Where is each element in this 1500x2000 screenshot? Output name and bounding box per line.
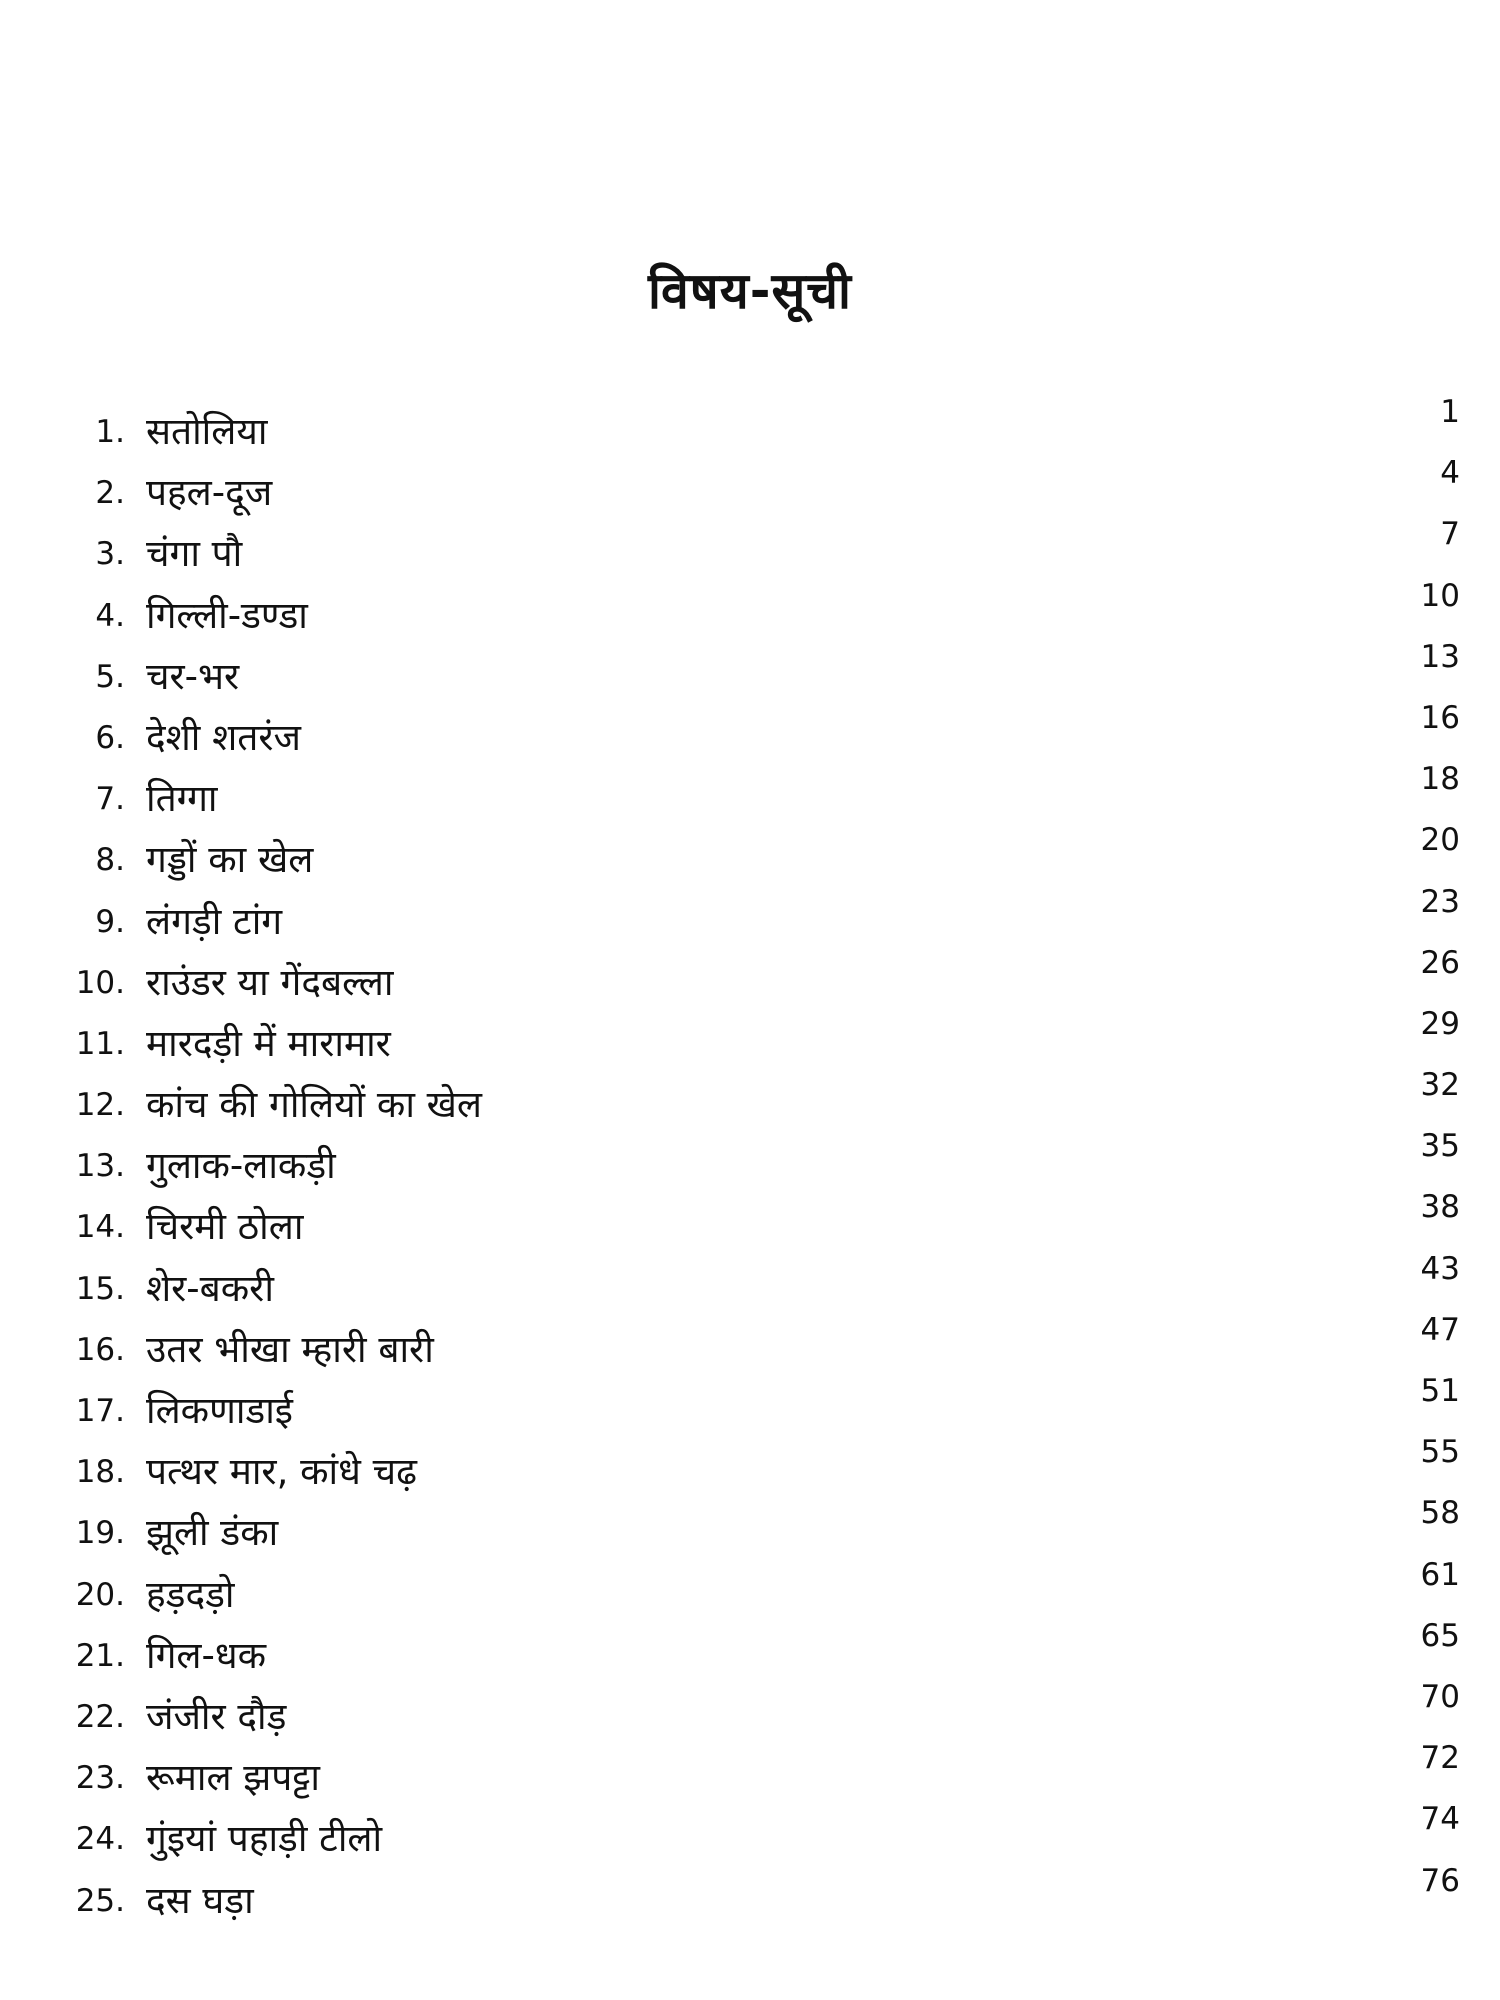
entry-title: देशी शतरंज (146, 715, 301, 759)
entry-page-number: 65 (1420, 1617, 1460, 1654)
toc-entry (0, 638, 1500, 706)
entry-page-number: 72 (1420, 1740, 1460, 1777)
entry-number: 22. (75, 1698, 125, 1735)
entry-title: राउंडर या गेंदबल्ला (146, 960, 394, 1004)
entry-page-number: 18 (1420, 761, 1460, 798)
entry-number: 11. (75, 1025, 125, 1062)
entry-title: चिरमी ठोला (146, 1205, 304, 1249)
toc-entry (0, 1617, 1500, 1685)
entry-title: गिल्ली-डण्डा (146, 593, 308, 637)
entry-title: तिग्गा (146, 777, 218, 821)
toc-entry (0, 944, 1500, 1012)
toc-entry (0, 761, 1500, 828)
toc-entry (0, 1128, 1500, 1195)
entry-page-number: 74 (1420, 1801, 1460, 1838)
entry-number: 10. (75, 964, 125, 1001)
toc-entry (0, 883, 1500, 951)
entry-title: चर-भर (146, 654, 240, 698)
entry-page-number: 51 (1420, 1373, 1460, 1409)
entry-page-number: 32 (1420, 1067, 1460, 1104)
toc-entry (0, 1495, 1500, 1562)
toc-entry (0, 1311, 1500, 1379)
entry-title: पहल-दूज (146, 471, 273, 515)
entry-title: कांच की गोलियों का खेल (146, 1083, 483, 1127)
toc-entry (0, 822, 1500, 889)
entry-number: 16. (75, 1331, 125, 1368)
entry-number: 8. (95, 842, 125, 879)
entry-title: रूमाल झपट्टा (146, 1756, 320, 1800)
entry-number: 6. (95, 719, 125, 756)
entry-number: 9. (95, 903, 125, 940)
entry-page-number: 4 (1440, 455, 1460, 492)
entry-page-number: 26 (1420, 944, 1460, 981)
toc-entry (0, 577, 1500, 645)
entry-page-number: 76 (1420, 1862, 1460, 1899)
entry-page-number: 29 (1420, 1005, 1460, 1042)
entry-title: पत्थर मार, कांधे चढ़ (146, 1450, 417, 1494)
toc-entry (0, 1434, 1500, 1501)
toc-entry (0, 516, 1500, 583)
entry-number: 20. (75, 1576, 125, 1613)
toc-entry (0, 1678, 1500, 1746)
entry-number: 18. (75, 1454, 125, 1491)
entry-number: 23. (75, 1760, 125, 1797)
entry-title: गड्डों का खेल (146, 838, 314, 882)
toc-entry (0, 1373, 1500, 1440)
entry-number: 14. (75, 1209, 125, 1246)
entry-page-number: 1 (1440, 394, 1460, 430)
entry-page-number: 58 (1420, 1495, 1460, 1532)
entry-page-number: 43 (1420, 1250, 1460, 1287)
entry-number: 17. (75, 1393, 125, 1429)
entry-title: दस घड़ा (146, 1878, 254, 1922)
entry-page-number: 35 (1420, 1128, 1460, 1165)
entry-page-number: 70 (1420, 1678, 1460, 1715)
toc-entry (0, 1250, 1500, 1318)
entry-number: 13. (75, 1148, 125, 1185)
entry-number: 19. (75, 1515, 125, 1552)
entry-number: 1. (95, 414, 125, 450)
entry-page-number: 13 (1420, 638, 1460, 675)
entry-title: शेर-बकरी (146, 1266, 274, 1310)
entry-title: झूली डंका (146, 1511, 279, 1555)
entry-page-number: 20 (1420, 822, 1460, 859)
entry-page-number: 38 (1420, 1189, 1460, 1226)
entry-page-number: 55 (1420, 1434, 1460, 1471)
entry-title: गिल-धक (146, 1633, 267, 1677)
entry-title: उतर भीखा म्हारी बारी (146, 1327, 434, 1371)
toc-entry (0, 1801, 1500, 1868)
entry-number: 2. (95, 475, 125, 512)
entry-page-number: 16 (1420, 699, 1460, 736)
entry-title: हड़दड़ो (146, 1572, 235, 1616)
toc-entry (0, 1067, 1500, 1134)
entry-page-number: 10 (1420, 577, 1460, 614)
entry-title: चंगा पौ (146, 532, 243, 576)
toc-entry (0, 1862, 1500, 1930)
entry-title: जंजीर दौड़ (146, 1694, 287, 1738)
entry-number: 4. (95, 597, 125, 634)
entry-title: गुलाक-लाकड़ी (146, 1144, 336, 1188)
entry-number: 25. (75, 1882, 125, 1919)
entry-page-number: 7 (1440, 516, 1460, 553)
entry-page-number: 47 (1420, 1311, 1460, 1348)
entry-title: लिकणाडाई (146, 1389, 293, 1432)
entry-number: 3. (95, 536, 125, 573)
toc-entry (0, 1556, 1500, 1624)
entry-title: गुंइयां पहाड़ी टीलो (146, 1817, 383, 1861)
entry-number: 21. (75, 1637, 125, 1674)
toc-entry (0, 1189, 1500, 1256)
table-of-contents (0, 394, 1500, 1930)
toc-entry (0, 394, 1500, 461)
entry-number: 15. (75, 1270, 125, 1307)
toc-entry (0, 455, 1500, 522)
toc-entry (0, 699, 1500, 767)
entry-number: 5. (95, 658, 125, 695)
entry-title: सतोलिया (146, 410, 268, 453)
page-title: विषय-सूची (648, 262, 852, 320)
entry-title: लंगड़ी टांग (146, 899, 283, 943)
toc-entry (0, 1740, 1500, 1807)
entry-title: मारदड़ी में मारामार (146, 1021, 391, 1065)
entry-page-number: 23 (1420, 883, 1460, 920)
entry-page-number: 61 (1420, 1556, 1460, 1593)
entry-number: 12. (75, 1087, 125, 1124)
entry-number: 7. (95, 781, 125, 818)
entry-number: 24. (75, 1821, 125, 1858)
toc-entry (0, 1005, 1500, 1073)
